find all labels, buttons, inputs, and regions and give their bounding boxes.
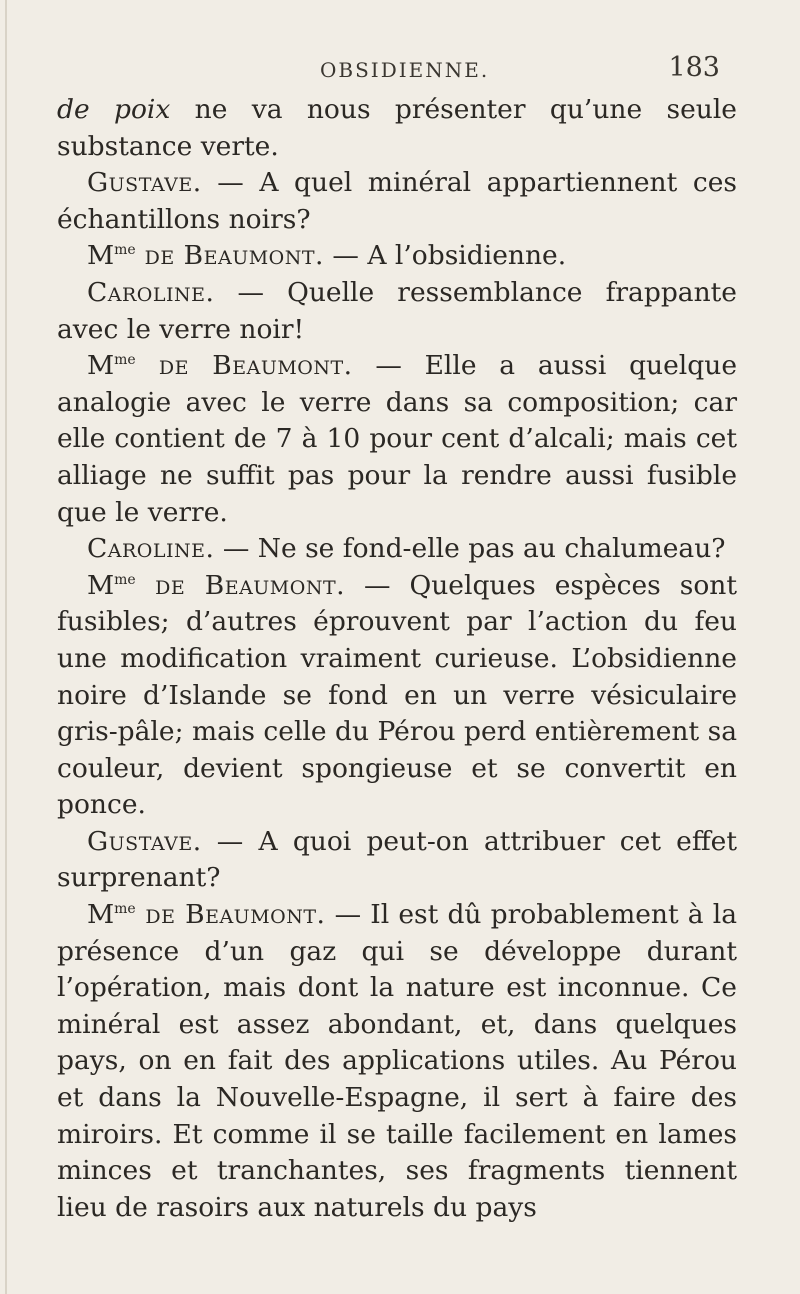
paragraph-text: ne va nous présenter qu’une seule substance verte.	[57, 94, 737, 162]
speaker-name: de Beaumont.	[135, 240, 324, 272]
paragraph	[57, 165, 737, 238]
speaker-prefix: M	[87, 899, 115, 931]
running-head	[80, 50, 720, 90]
paragraph-text: — Quelle ressemblance frappante avec le verre noir!	[57, 276, 737, 345]
paragraph	[57, 824, 737, 897]
speaker-name: Gustave.	[87, 825, 202, 857]
body-text	[57, 92, 737, 1226]
paragraph	[57, 238, 737, 275]
paragraph-text: — Il est dû probablement à la présence d’un gaz qui se développe durant l’opération, mais dont la nature est inconnue. Ce minéral est assez abondant, et, dans quelques pays, on en fait des applications utiles. Au Pérou et dans la Nouvelle-Espagne, il sert à faire des miroirs. Et comme il se taille facilement en lames minces et tranchantes, ses fragments tiennent lieu de rasoirs aux naturels du pays	[57, 899, 737, 1223]
speaker-prefix: M	[87, 569, 115, 601]
speaker-name: de Beaumont.	[135, 569, 346, 601]
speaker-superscript: me	[114, 242, 136, 259]
italic-lead: de poix	[57, 94, 171, 125]
speaker-name: Caroline.	[87, 533, 215, 565]
speaker-prefix: M	[87, 350, 115, 382]
speaker-name: de Beaumont.	[135, 899, 326, 931]
paragraph	[57, 275, 737, 348]
paragraph	[57, 568, 737, 824]
paragraph-text: — A l’obsidienne.	[323, 240, 567, 272]
speaker-prefix: M	[87, 240, 115, 272]
page-gutter-edge	[5, 0, 7, 1294]
paragraph-text: — A quoi peut-on attribuer cet effet surprenant?	[57, 825, 737, 894]
running-title: OBSIDIENNE.	[320, 58, 490, 82]
speaker-name: Caroline.	[87, 276, 215, 308]
paragraph-text: — A quel minéral appartiennent ces échantillons noirs?	[57, 167, 737, 235]
paragraph	[57, 531, 737, 568]
paragraph	[57, 348, 737, 531]
paragraph-text: — Ne se fond-elle pas au chalumeau?	[214, 533, 726, 565]
paragraph	[57, 92, 737, 165]
paragraph	[57, 897, 737, 1226]
speaker-superscript: me	[114, 901, 136, 918]
paragraph-text: — Quelques espèces sont fusibles; d’autres éprouvent par l’action du feu une modification vraiment curieuse. L’obsidienne noire d’Islande se fond en un verre vésiculaire gris-pâle; mais celle du Pérou perd entièrement sa couleur, devient spongieuse et se convertit en ponce.	[57, 569, 737, 821]
speaker-superscript: me	[114, 352, 136, 369]
speaker-name: Gustave.	[87, 167, 202, 199]
paragraph-text: — Elle a aussi quelque analogie avec le verre dans sa composition; car elle contient de 7 à 10 pour cent d’alcali; mais cet alliage ne suffit pas pour la rendre aussi fusible que le verre.	[57, 350, 737, 528]
page-number: 183	[668, 52, 720, 83]
speaker-name: de Beaumont.	[135, 350, 353, 382]
speaker-superscript: me	[114, 571, 136, 588]
